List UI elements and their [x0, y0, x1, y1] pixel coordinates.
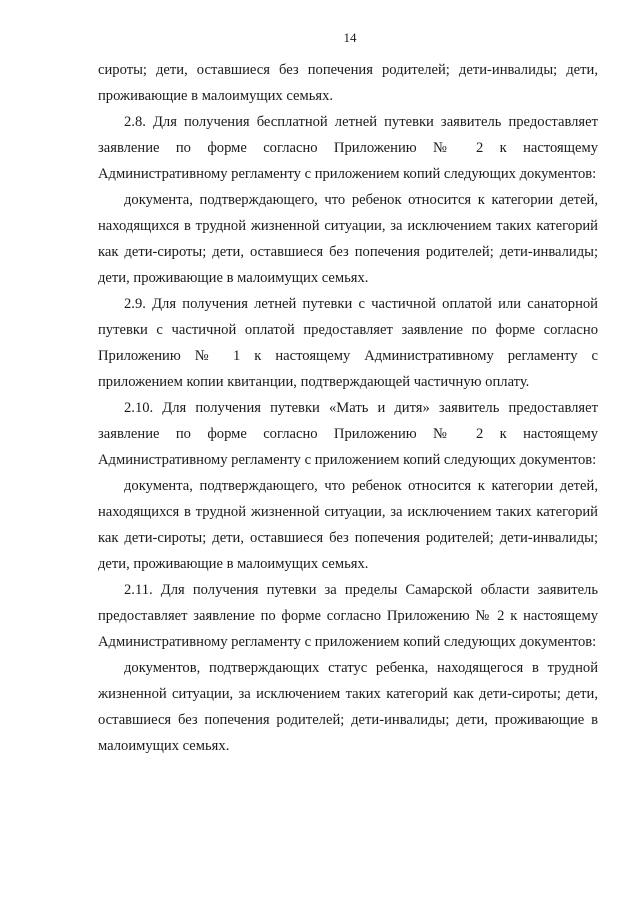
- paragraph-2-11-document-item: документов, подтверждающих статус ребенка, находящегося в трудной жизненной ситуации, за исключением таких категорий как дети-сироты; дети, оставшиеся без попечения родителей; дети-инвалиды; дети, проживающие в малоимущих семьях.: [98, 660, 598, 754]
- paragraph-2-11: 2.11. Для получения путевки за пределы Самарской области заявитель предоставляет заявление по форме согласно Приложению № 2 к настоящему Административному регламенту с приложением копий следующих документов:: [98, 582, 598, 650]
- document-body: [98, 57, 598, 759]
- paragraph-2-10-document-item: документа, подтверждающего, что ребенок относится к категории детей, находящихся в трудной жизненной ситуации, за исключением таких категорий как дети-сироты; дети, оставшиеся без попечения родителей; дети-инвалиды; дети, проживающие в малоимущих семьях.: [98, 478, 598, 572]
- paragraph-2-8-document-item: документа, подтверждающего, что ребенок относится к категории детей, находящихся в трудной жизненной ситуации, за исключением таких категорий как дети-сироты; дети, оставшиеся без попечения родителей; дети-инвалиды; дети, проживающие в малоимущих семьях.: [98, 192, 598, 286]
- paragraph-2-8: 2.8. Для получения бесплатной летней путевки заявитель предоставляет заявление по форме согласно Приложению № 2 к настоящему Административному регламенту с приложением копий следующих документов:: [98, 114, 598, 182]
- paragraph-continuation: сироты; дети, оставшиеся без попечения родителей; дети-инвалиды; дети, проживающие в малоимущих семьях.: [98, 62, 598, 104]
- page-number: 14: [343, 30, 357, 45]
- paragraph-2-10: 2.10. Для получения путевки «Мать и дитя» заявитель предоставляет заявление по форме согласно Приложению № 2 к настоящему Административному регламенту с приложением копий следующих документов:: [98, 400, 598, 468]
- paragraph-2-9: 2.9. Для получения летней путевки с частичной оплатой или санаторной путевки с частичной оплатой предоставляет заявление по форме согласно Приложению № 1 к настоящему Административному регламенту с приложением копии квитанции, подтверждающей частичную оплату.: [98, 296, 598, 390]
